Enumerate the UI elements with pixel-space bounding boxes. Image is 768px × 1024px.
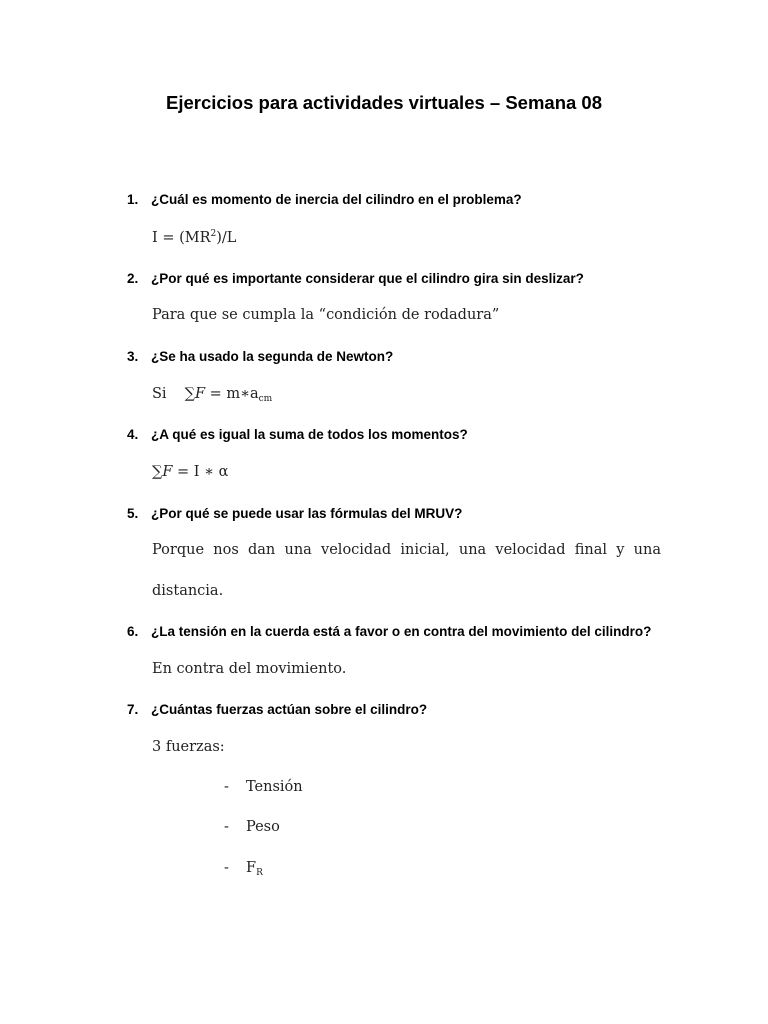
question-text: ¿Por qué se puede usar las fórmulas del MRUV? <box>151 506 463 521</box>
question-4 <box>127 427 468 442</box>
question-number: 4. <box>127 427 139 442</box>
answer-5-line-2: distancia. <box>152 583 224 599</box>
list-item-text: Tensión <box>246 779 303 795</box>
question-2 <box>127 271 584 286</box>
question-number: 5. <box>127 506 139 521</box>
force-symbol: F <box>162 464 173 480</box>
question-text: ¿Cuál es momento de inercia del cilindro en el problema? <box>151 192 522 207</box>
sum-symbol: ∑ <box>152 464 163 480</box>
list-item <box>224 819 280 835</box>
force-symbol: F <box>194 386 205 402</box>
question-3 <box>127 349 393 364</box>
question-7 <box>127 702 427 717</box>
bullet-dash: - <box>224 819 229 835</box>
question-number: 7. <box>127 702 139 717</box>
list-item-subscript: R <box>256 868 263 878</box>
answer-4-equation: = I ∗ α <box>172 464 229 480</box>
answer-1-formula-start: I = (MR <box>152 230 211 246</box>
page-title: Ejercicios para actividades virtuales – Semana 08 <box>165 92 603 113</box>
question-1 <box>127 192 522 207</box>
question-6 <box>127 624 651 639</box>
question-text: ¿Se ha usado la segunda de Newton? <box>151 349 394 364</box>
answer-3-subscript: cm <box>258 394 273 404</box>
sum-symbol: ∑ <box>184 386 195 402</box>
answer-3 <box>152 386 272 404</box>
answer-1-formula-end: )/L <box>216 230 237 246</box>
answer-6: En contra del movimiento. <box>152 661 347 677</box>
question-text: ¿La tensión en la cuerda está a favor o en contra del movimiento del cilindro? <box>151 624 652 639</box>
answer-2: Para que se cumpla la “condición de rodadura” <box>152 307 500 323</box>
question-number: 2. <box>127 271 139 286</box>
list-item-text: F <box>246 860 257 876</box>
question-5 <box>127 506 462 521</box>
question-number: 6. <box>127 624 139 639</box>
answer-3-si: Si <box>152 386 167 402</box>
answer-7-intro: 3 fuerzas: <box>152 739 225 755</box>
question-number: 1. <box>127 192 139 207</box>
question-text: ¿Por qué es importante considerar que el cilindro gira sin deslizar? <box>151 271 584 286</box>
answer-1 <box>152 229 236 246</box>
question-number: 3. <box>127 349 139 364</box>
question-text: ¿A qué es igual la suma de todos los momentos? <box>151 427 468 442</box>
list-item <box>224 779 303 795</box>
bullet-dash: - <box>224 779 229 795</box>
answer-3-equation: = m∗a <box>209 386 259 402</box>
list-item-text: Peso <box>246 819 280 835</box>
answer-4 <box>152 464 228 480</box>
answer-5-line-1: Porque nos dan una velocidad inicial, una velocidad final y una <box>152 542 661 558</box>
answer-1-exponent: 2 <box>210 229 217 239</box>
bullet-dash: - <box>224 860 229 876</box>
question-text: ¿Cuántas fuerzas actúan sobre el cilindro? <box>151 702 428 717</box>
list-item <box>224 860 263 878</box>
